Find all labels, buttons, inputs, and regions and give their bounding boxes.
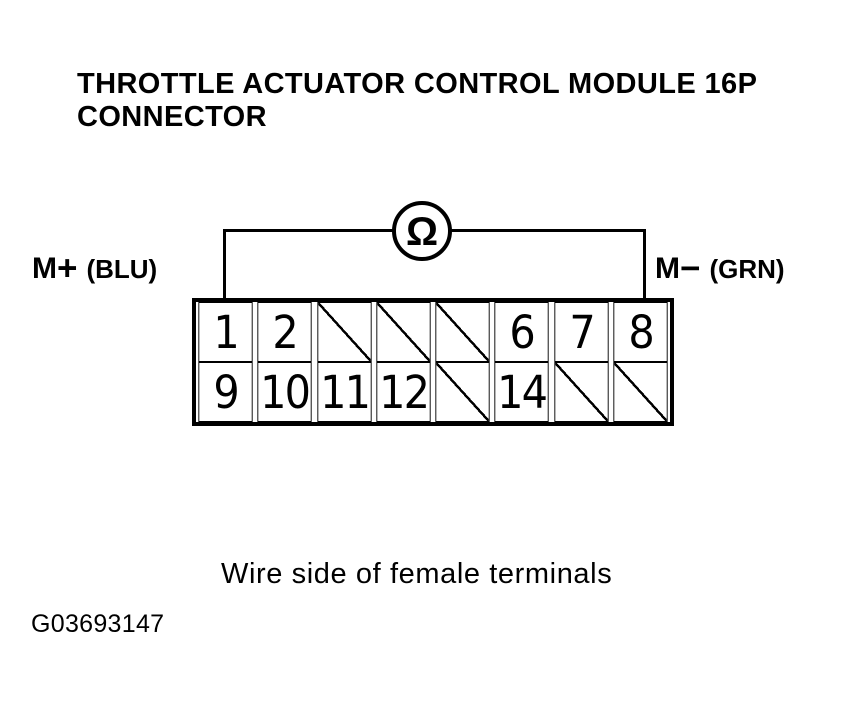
probe-label-m-plus (32, 249, 157, 289)
connector-cell-blocked (435, 362, 490, 422)
meter-wire-right-vertical (643, 229, 646, 301)
connector-cell-pin-7: 7 (554, 302, 609, 362)
plus-sign: + (57, 249, 78, 288)
figure-id: G03693147 (31, 610, 165, 638)
ohmmeter-icon (392, 201, 452, 261)
connector-cell-pin-12: 12 (376, 362, 431, 422)
connector-cell-pin-9: 9 (198, 362, 253, 422)
probe-label-m-minus (655, 249, 785, 289)
probe-right-name: M (655, 252, 680, 285)
connector-cell-pin-2: 2 (258, 302, 313, 362)
connector-grid (192, 298, 674, 426)
minus-sign: − (680, 249, 701, 288)
diagram-title-line-1: THROTTLE ACTUATOR CONTROL MODULE 16P (77, 68, 758, 100)
connector-cell-blocked (317, 302, 372, 362)
probe-right-wire-color: (GRN) (709, 254, 785, 284)
diagram-title-line-2: CONNECTOR (77, 101, 267, 133)
omega-symbol: Ω (405, 210, 439, 254)
meter-wire-left-vertical (223, 229, 226, 301)
probe-left-wire-color: (BLU) (86, 254, 158, 284)
connector-cell-pin-6: 6 (495, 302, 550, 362)
connector-cell-blocked (554, 362, 609, 422)
connector-cell-pin-8: 8 (613, 302, 668, 362)
connector-cell-pin-14: 14 (495, 362, 550, 422)
connector-cell-pin-11: 11 (317, 362, 372, 422)
connector-cell-blocked (376, 302, 431, 362)
diagram-title (77, 68, 757, 134)
connector-cell-pin-10: 10 (258, 362, 313, 422)
connector-cell-blocked (435, 302, 490, 362)
connector-cell-pin-1: 1 (198, 302, 253, 362)
caption: Wire side of female terminals (221, 558, 613, 590)
probe-left-name: M (32, 252, 57, 285)
connector-cell-blocked (613, 362, 668, 422)
